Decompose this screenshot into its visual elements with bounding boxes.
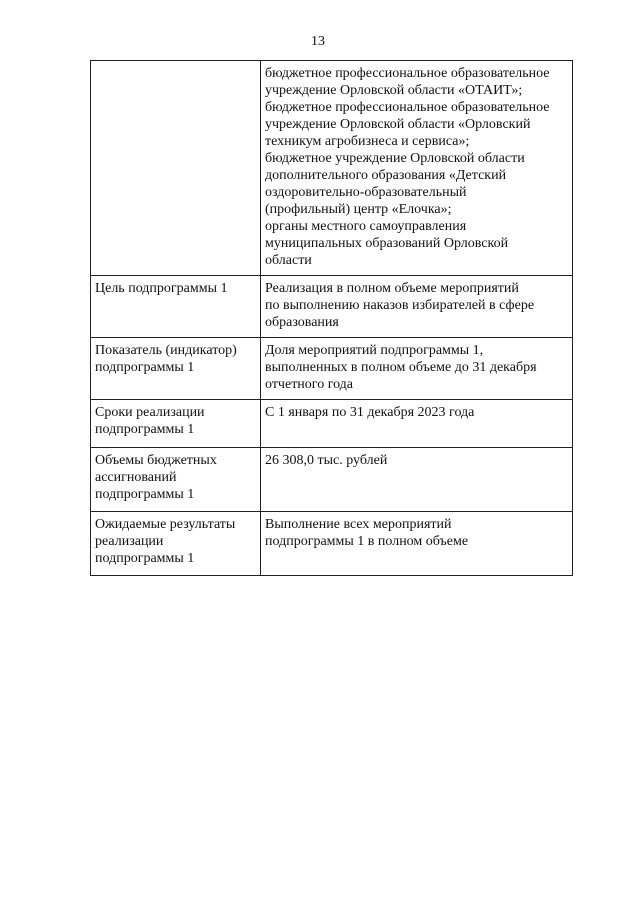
value-line: Доля мероприятий подпрограммы 1, bbox=[265, 343, 484, 358]
label-line: Ожидаемые результаты bbox=[95, 517, 236, 532]
label-line: подпрограммы 1 bbox=[95, 360, 195, 375]
value-line: дополнительного образования «Детский bbox=[265, 168, 507, 183]
label-line: подпрограммы 1 bbox=[95, 487, 195, 502]
table-row bbox=[91, 338, 573, 400]
row-label-cell bbox=[91, 400, 261, 448]
value-line: техникум агробизнеса и сервиса»; bbox=[265, 134, 470, 149]
label-line: Показатель (индикатор) bbox=[95, 343, 237, 358]
value-line: С 1 января по 31 декабря 2023 года bbox=[265, 405, 475, 420]
value-line: оздоровительно-образовательный bbox=[265, 185, 467, 200]
row-value-cell bbox=[261, 276, 573, 338]
value-line: подпрограммы 1 в полном объеме bbox=[265, 534, 469, 549]
table-row bbox=[91, 448, 573, 512]
row-value-cell bbox=[261, 512, 573, 576]
label-line: реализации bbox=[95, 534, 164, 549]
value-line: выполненных в полном объеме до 31 декабря bbox=[265, 360, 537, 375]
row-value-cell bbox=[261, 448, 573, 512]
row-label-cell bbox=[91, 448, 261, 512]
table-row bbox=[91, 61, 573, 276]
page-number: 13 bbox=[311, 34, 325, 49]
value-line: органы местного самоуправления bbox=[265, 219, 467, 234]
value-line: учреждение Орловской области «ОТАИТ»; bbox=[265, 83, 523, 98]
value-line: отчетного года bbox=[265, 377, 354, 392]
row-label-cell bbox=[91, 61, 261, 276]
label-line: Сроки реализации bbox=[95, 405, 205, 420]
value-line: Выполнение всех мероприятий bbox=[265, 517, 452, 532]
label-line: подпрограммы 1 bbox=[95, 422, 195, 437]
value-line: бюджетное профессиональное образовательное bbox=[265, 66, 550, 81]
value-line: бюджетное профессиональное образовательное bbox=[265, 100, 550, 115]
row-value-cell bbox=[261, 400, 573, 448]
row-value-cell bbox=[261, 338, 573, 400]
row-label-cell bbox=[91, 338, 261, 400]
label-line: подпрограммы 1 bbox=[95, 551, 195, 566]
table-row bbox=[91, 512, 573, 576]
value-line: по выполнению наказов избирателей в сфере bbox=[265, 298, 535, 313]
row-label-cell bbox=[91, 276, 261, 338]
value-line: бюджетное учреждение Орловской области bbox=[265, 151, 525, 166]
label-line: ассигнований bbox=[95, 470, 177, 485]
value-line: 26 308,0 тыс. рублей bbox=[265, 453, 388, 468]
row-label-cell bbox=[91, 512, 261, 576]
row-value-cell bbox=[261, 61, 573, 276]
value-line: образования bbox=[265, 315, 339, 330]
subprogram-passport-table bbox=[90, 60, 573, 576]
label-line: Цель подпрограммы 1 bbox=[95, 281, 228, 296]
table-row bbox=[91, 276, 573, 338]
table-row bbox=[91, 400, 573, 448]
value-line: учреждение Орловской области «Орловский bbox=[265, 117, 531, 132]
label-line: Объемы бюджетных bbox=[95, 453, 217, 468]
value-line: (профильный) центр «Елочка»; bbox=[265, 202, 452, 217]
value-line: области bbox=[265, 253, 312, 268]
value-line: муниципальных образований Орловской bbox=[265, 236, 509, 251]
value-line: Реализация в полном объеме мероприятий bbox=[265, 281, 519, 296]
